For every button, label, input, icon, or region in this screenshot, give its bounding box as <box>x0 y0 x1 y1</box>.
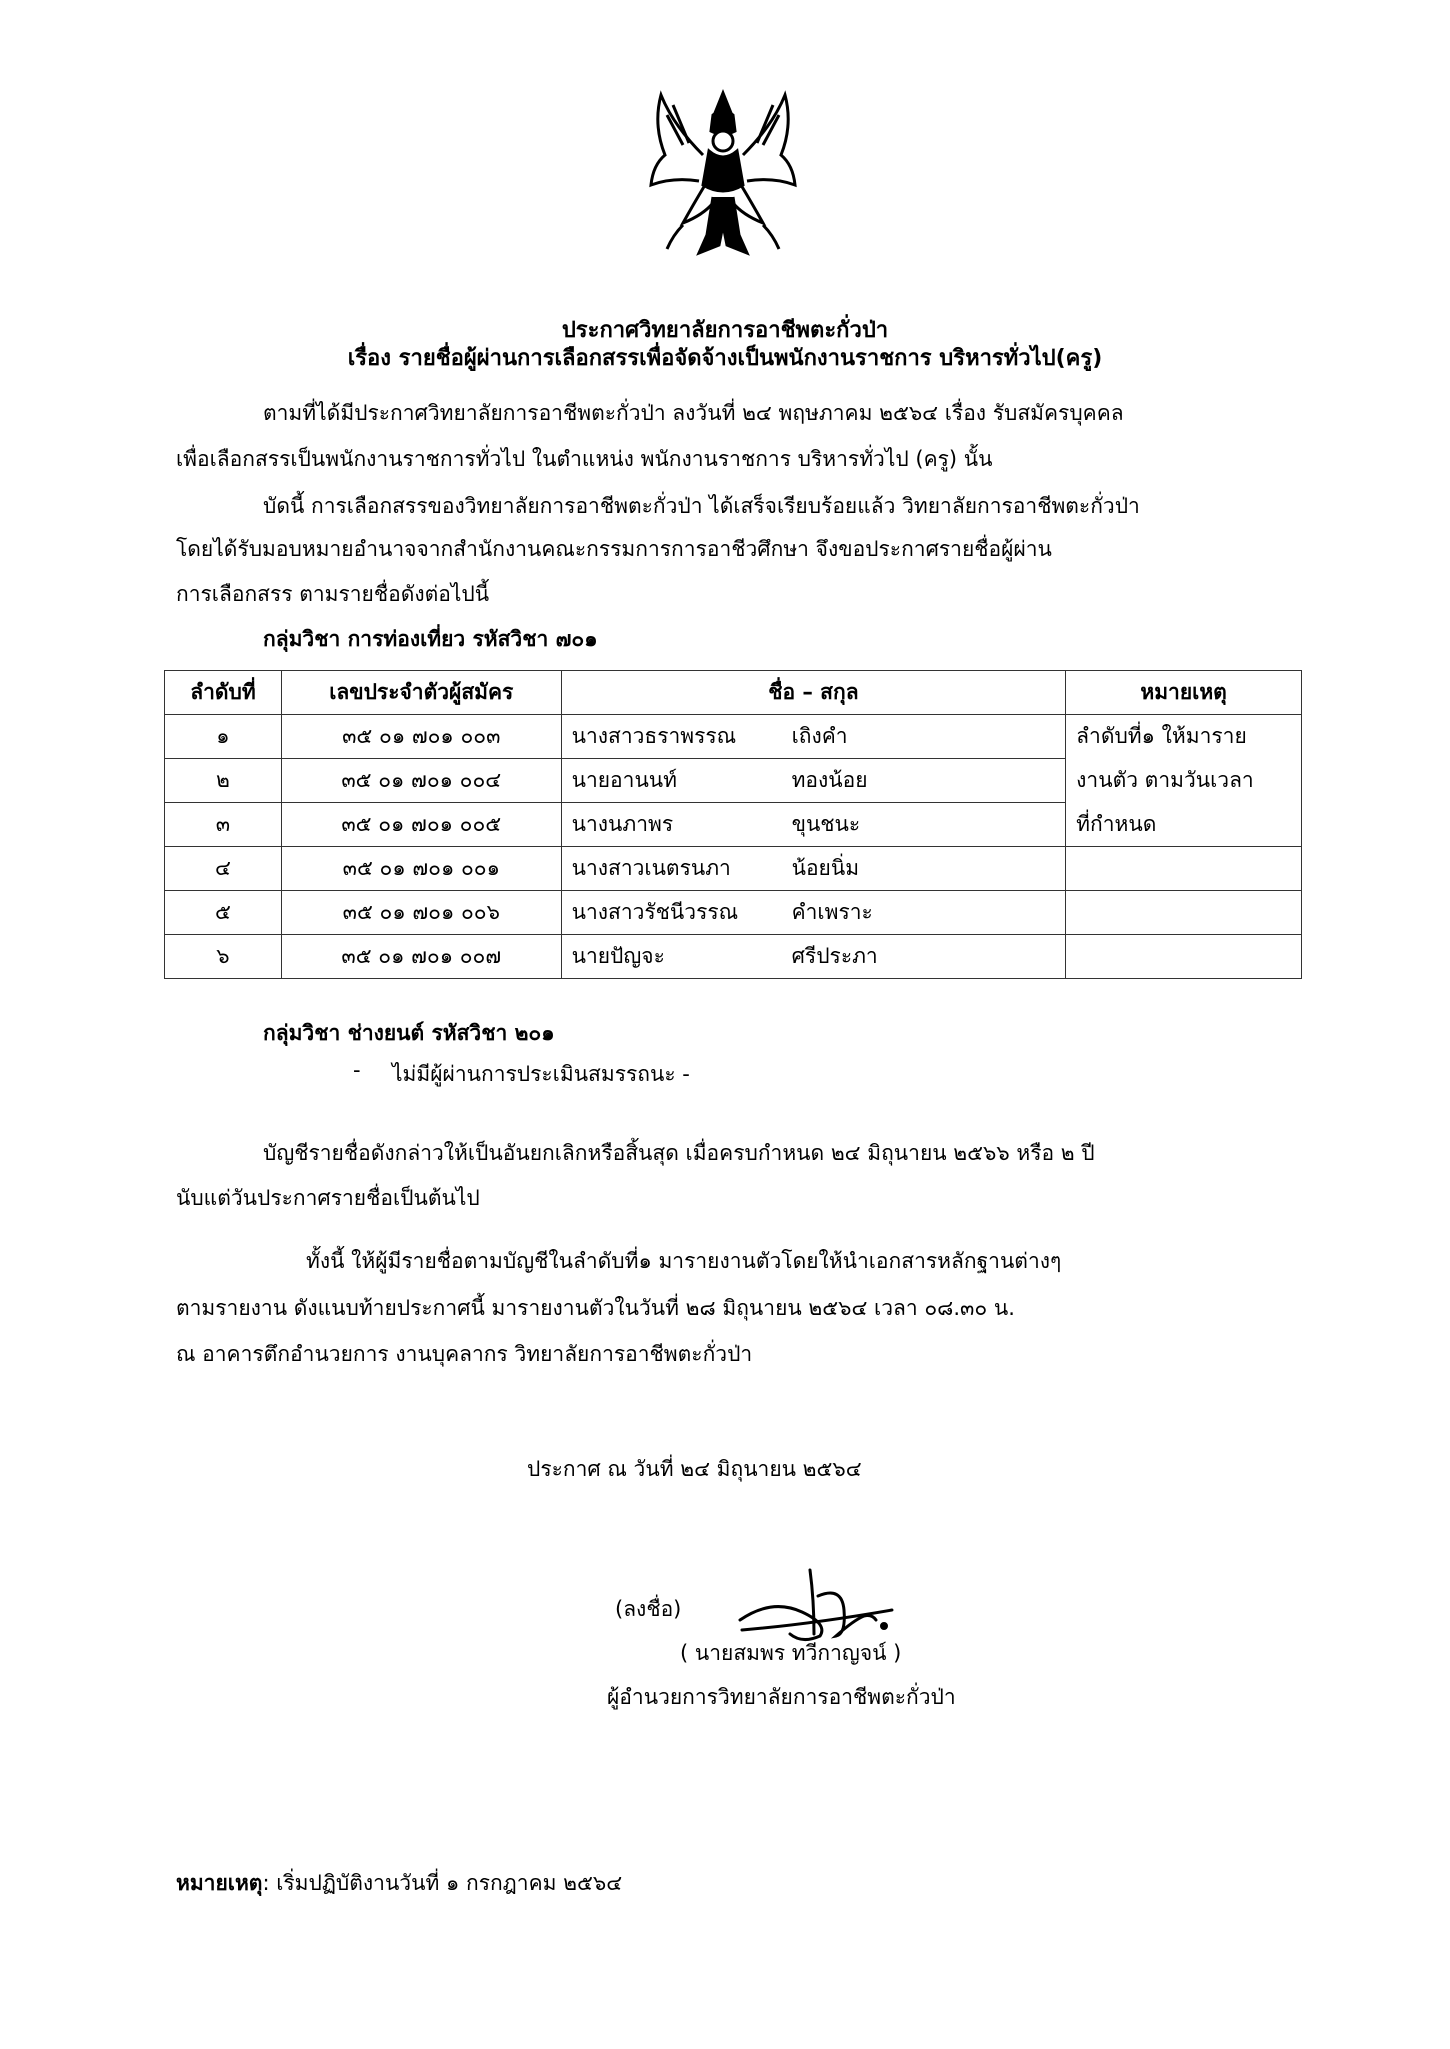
order-cell: ๒ <box>165 759 282 803</box>
validity-line-1: บัญชีรายชื่อดังกล่าวให้เป็นอันยกเลิกหรือสิ้นสุด เมื่อครบกำหนด ๒๔ มิถุนายน ๒๕๖๖ หรือ ๒ ปี <box>263 1141 1095 1165</box>
remark-cell: ที่กำหนด <box>1066 803 1302 847</box>
group-2-none-text: ไม่มีผู้ผ่านการประเมินสมรรถนะ - <box>392 1062 690 1086</box>
report-line-2: ตามรายงาน ดังแนบท้ายประกาศนี้ มารายงานตัวในวันที่ ๒๘ มิถุนายน ๒๕๖๔ เวลา ๐๘.๓๐ น. <box>176 1296 1015 1320</box>
group-1-heading: กลุ่มวิชา การท่องเที่ยว รหัสวิชา ๗๐๑ <box>263 627 598 651</box>
signatory-name: ( นายสมพร ทวีกาญจน์ ) <box>680 1641 902 1665</box>
table-row <box>165 759 1302 803</box>
name-cell <box>561 803 1066 847</box>
family-name: คำเพราะ <box>791 900 873 924</box>
table-row <box>165 847 1302 891</box>
order-cell: ๓ <box>165 803 282 847</box>
garuda-emblem-icon <box>643 85 803 265</box>
remark-cell <box>1066 935 1302 979</box>
handwritten-signature <box>732 1540 912 1650</box>
footnote-label: หมายเหตุ <box>176 1871 263 1895</box>
applicant-id-cell: ๓๕ ๐๑ ๗๐๑ ๐๐๗ <box>281 935 561 979</box>
footnote-text: : เริ่มปฏิบัติงานวันที่ ๑ กรกฎาคม ๒๕๖๔ <box>262 1871 623 1895</box>
report-line-3: ณ อาคารตึกอำนวยการ งานบุคลากร วิทยาลัยการอาชีพตะกั่วป่า <box>176 1342 753 1366</box>
remark-cell <box>1066 891 1302 935</box>
applicant-id-cell: ๓๕ ๐๑ ๗๐๑ ๐๐๓ <box>281 715 561 759</box>
given-name: นางนภาพร <box>571 812 674 836</box>
group-2-heading: กลุ่มวิชา ช่างยนต์ รหัสวิชา ๒๐๑ <box>263 1021 555 1045</box>
signature-label: (ลงชื่อ) <box>615 1597 682 1621</box>
paragraph-2-line-1: บัดนี้ การเลือกสรรของวิทยาลัยการอาชีพตะกั่วป่า ได้เสร็จเรียบร้อยแล้ว วิทยาลัยการอาชีพตะกั่วป่า <box>263 494 1140 518</box>
footnote <box>176 1867 622 1900</box>
family-name: ศรีประภา <box>791 944 878 968</box>
validity-line-2: นับแต่วันประกาศรายชื่อเป็นต้นไป <box>176 1186 480 1210</box>
family-name: น้อยนิ่ม <box>791 856 860 880</box>
announcement-subject: เรื่อง รายชื่อผู้ผ่านการเลือกสรรเพื่อจัดจ้างเป็นพนักงานราชการ บริหารทั่วไป(ครู) <box>347 346 1103 371</box>
column-header-name: ชื่อ – สกุล <box>561 671 1066 715</box>
family-name: ทองน้อย <box>791 768 868 792</box>
order-cell: ๔ <box>165 847 282 891</box>
name-cell <box>561 891 1066 935</box>
applicant-id-cell: ๓๕ ๐๑ ๗๐๑ ๐๐๕ <box>281 803 561 847</box>
applicant-id-cell: ๓๕ ๐๑ ๗๐๑ ๐๐๔ <box>281 759 561 803</box>
remark-cell <box>1066 847 1302 891</box>
given-name: นางสาวเนตรนภา <box>571 856 731 880</box>
family-name: ขุนชนะ <box>791 812 861 836</box>
paragraph-2-line-3: การเลือกสรร ตามรายชื่อดังต่อไปนี้ <box>176 582 490 606</box>
name-cell <box>561 847 1066 891</box>
column-header-order: ลำดับที่ <box>165 671 282 715</box>
table-row <box>165 935 1302 979</box>
name-cell <box>561 935 1066 979</box>
given-name: นายอานนท์ <box>571 768 678 792</box>
candidate-table <box>164 670 1302 979</box>
given-name: นางสาวรัชนีวรรณ <box>571 900 739 924</box>
table-row <box>165 803 1302 847</box>
applicant-id-cell: ๓๕ ๐๑ ๗๐๑ ๐๐๑ <box>281 847 561 891</box>
order-cell: ๖ <box>165 935 282 979</box>
remark-cell: งานตัว ตามวันเวลา <box>1066 759 1302 803</box>
order-cell: ๕ <box>165 891 282 935</box>
paragraph-2-line-2: โดยได้รับมอบหมายอำนาจจากสำนักงานคณะกรรมการการอาชีวศึกษา จึงขอประกาศรายชื่อผู้ผ่าน <box>176 537 1052 561</box>
report-line-1: ทั้งนี้ ให้ผู้มีรายชื่อตามบัญชีในลำดับที่๑ มารายงานตัวโดยให้นำเอกสารหลักฐานต่างๆ <box>306 1249 1062 1273</box>
announcement-title: ประกาศวิทยาลัยการอาชีพตะกั่วป่า <box>561 318 889 343</box>
name-cell <box>561 759 1066 803</box>
table-row <box>165 715 1302 759</box>
table-row <box>165 891 1302 935</box>
name-cell <box>561 715 1066 759</box>
applicant-id-cell: ๓๕ ๐๑ ๗๐๑ ๐๐๖ <box>281 891 561 935</box>
group-2-dash: - <box>353 1058 361 1082</box>
announce-date: ประกาศ ณ วันที่ ๒๔ มิถุนายน ๒๕๖๔ <box>527 1457 862 1481</box>
given-name: นางสาวธราพรรณ <box>571 724 737 748</box>
signatory-position: ผู้อำนวยการวิทยาลัยการอาชีพตะกั่วป่า <box>607 1685 956 1709</box>
remark-cell: ลำดับที่๑ ให้มาราย <box>1066 715 1302 759</box>
order-cell: ๑ <box>165 715 282 759</box>
column-header-remark: หมายเหตุ <box>1066 671 1302 715</box>
table-header-row <box>165 671 1302 715</box>
given-name: นายปัญจะ <box>571 944 665 968</box>
family-name: เถิงคำ <box>791 724 848 748</box>
column-header-applicant-id: เลขประจำตัวผู้สมัคร <box>281 671 561 715</box>
paragraph-1-line-1: ตามที่ได้มีประกาศวิทยาลัยการอาชีพตะกั่วป่า ลงวันที่ ๒๔ พฤษภาคม ๒๕๖๔ เรื่อง รับสมัครบุคคล <box>263 401 1124 425</box>
paragraph-1-line-2: เพื่อเลือกสรรเป็นพนักงานราชการทั่วไป ในตำแหน่ง พนักงานราชการ บริหารทั่วไป (ครู) นั้น <box>176 447 993 471</box>
